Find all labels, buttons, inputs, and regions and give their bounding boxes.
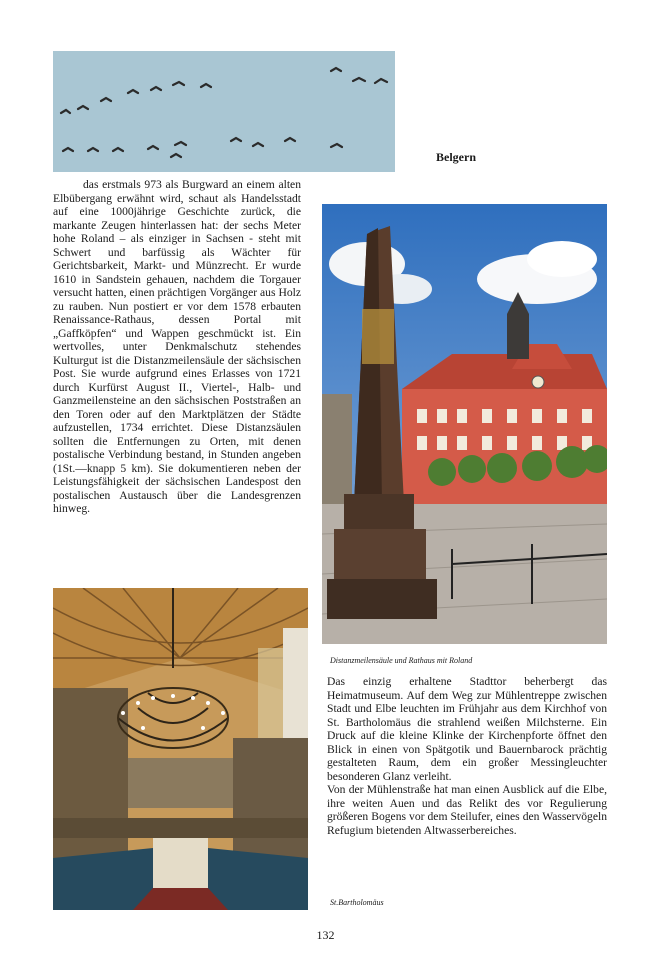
paragraph: das erstmals 973 als Burgward an einem alten Elbübergang erwähnt wird, schaut als Handelsstadt auf eine 1000jährige Geschichte zurück, die markante Zeugen hinterlassen hat: der sechs Meter hohe Roland – als einziger in Sachsen - steht mit Schwert und barfüssig als Wächter für Gerichtsbarkeit, Markt- und Münzrecht. Er wurde 1610 in Sandstein gehauen, nachdem die Torgauer versucht hatten, einen prächtigen Vorgänger aus Holz zu rauben. Nun postiert er vor dem 1578 erbauten Renaissance-Rathaus, dessen Portal mit „Gaffköpfen“ und Wappen geschmückt ist. Ein wertvolles, unter Denkmalschutz stehendes Kulturgut ist die Distanzmeilensäule der sächsischen Post. Sie wurde aufgrund eines Erlasses von 1721 durch Kurfürst August II., Viertel-, Halb- und Ganzmeilensteine an den sächsischen Poststraßen an den Toren oder auf den Marktplätzen der Städte aufzustellen, 1734 errichtet. Diese Distanzsäulen sollten die Entfernungen zu Orten, mit denen postalische Verbindung bestand, in Stunden angeben (1St.—knapp 5 km). Sie dokumentieren neben der Leistungsfähigkeit der sächsischen Landespost den postalischen Austausch über die Landesgrenzen hinweg. bbox=[53, 178, 301, 515]
page-number: 132 bbox=[316, 928, 335, 942]
paragraph: Das einzig erhaltene Stadttor beherbergt das Heimatmuseum. Auf dem Weg zur Mühlentreppe zwischen Stadt und Elbe leuchten im Frühjahr aus dem Kirchhof von St. Bartholomäus die strahlend weißen Milchsterne. Ein Druck auf die kleine Klinke der Kirchenpforte öffnet den Blick in einen von Spätgotik und Bauernbarock prächtig gestalteten Raum, dem ein großer Messingleuchter besonderen Glanz verleiht. bbox=[327, 675, 607, 783]
roland-column-photo bbox=[322, 204, 607, 644]
birds-photo bbox=[53, 51, 395, 172]
paragraph: Von der Mühlenstraße hat man einen Ausblick auf die Elbe, ihre weiten Auen und das Relikt des vor Regulierung größeren Bogens vor dem Steilufer, eines den Wasservögeln Refugium bietenden Altwasserbereiches. bbox=[327, 783, 607, 837]
body-text-right bbox=[327, 675, 607, 837]
caption-roland: Distanzmeilensäule und Rathaus mit Roland bbox=[330, 656, 473, 665]
body-text-left bbox=[53, 178, 301, 516]
church-interior-photo bbox=[53, 588, 308, 910]
section-heading: Belgern bbox=[436, 150, 476, 164]
caption-church: St.Bartholomäus bbox=[330, 898, 384, 907]
